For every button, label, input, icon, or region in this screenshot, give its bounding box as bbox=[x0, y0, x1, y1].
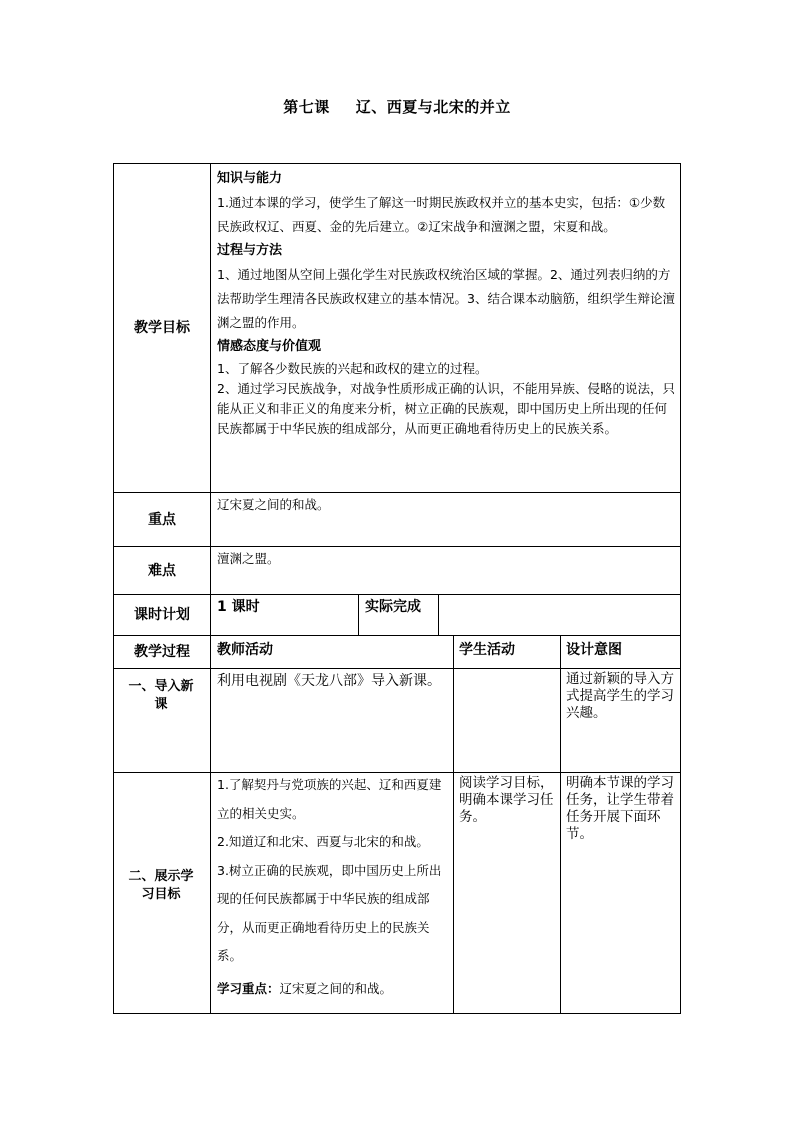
step-2-intent: 明确本节课的学习任务，让学生带着任务开展下面环节。 bbox=[566, 775, 674, 842]
step-2-focus-label: 学习重点： bbox=[217, 980, 280, 996]
step-2-focus-text: 辽宋夏之间的和战。 bbox=[279, 980, 393, 996]
objective-heading-knowledge: 知识与能力 bbox=[217, 171, 283, 186]
difficulty-label: 难点 bbox=[148, 562, 176, 579]
objective-heading-process: 过程与方法 bbox=[217, 243, 283, 258]
objective-text-emotion-2: 2、通过学习民族战争，对战争性质形成正确的认识，不能用异族、侵略的说法，只能从正义和非正义的角度来分析，树立正确的民族观，即中国历史上所出现的任何民族都属于中华民族的组成部分，从而更正确地看待历史上的民族关系。 bbox=[217, 381, 675, 436]
schedule-value: 1 课时 bbox=[217, 599, 260, 615]
step-2-item-3: 3.树立正确的民族观，即中国历史上所出现的任何民族都属于中华民族的组成部分，从而更正确地看待历史上的民族关系。 bbox=[217, 862, 442, 963]
objective-text-process: 1、通过地图从空间上强化学生对民族政权统治区域的掌握。2、通过列表归纳的方法帮助学生理清各民族政权建立的基本情况。3、结合课本动脑筋，组织学生辩论澶渊之盟的作用。 bbox=[217, 267, 675, 330]
objectives-label: 教学目标 bbox=[134, 320, 190, 336]
actual-completion-label: 实际完成 bbox=[365, 599, 421, 615]
step-1-teacher: 利用电视剧《天龙八部》导入新课。 bbox=[217, 673, 441, 689]
lesson-topic: 辽、西夏与北宋的并立 bbox=[355, 98, 511, 116]
lesson-number: 第七课 bbox=[283, 98, 330, 116]
schedule-label: 课时计划 bbox=[134, 607, 190, 623]
objective-text-knowledge: 1.通过本课的学习，使学生了解这一时期民族政权并立的基本史实，包括：①少数民族政权辽、西夏、金的先后建立。②辽宋战争和澶渊之盟，宋夏和战。 bbox=[217, 195, 666, 234]
step-1-intent: 通过新颖的导入方式提高学生的学习兴趣。 bbox=[566, 671, 674, 721]
objective-heading-emotion: 情感态度与价值观 bbox=[217, 339, 322, 354]
step-2-item-1: 1.了解契丹与党项族的兴起、辽和西夏建立的相关史实。 bbox=[217, 777, 442, 821]
process-header-intent: 设计意图 bbox=[566, 642, 622, 658]
key-point-label: 重点 bbox=[148, 511, 176, 528]
step-2-item-2: 2.知道辽和北宋、西夏与北宋的和战。 bbox=[217, 834, 429, 849]
process-header-stage: 教学过程 bbox=[134, 644, 190, 660]
lesson-plan-table bbox=[113, 163, 681, 1014]
process-header-teacher: 教师活动 bbox=[217, 642, 273, 658]
step-2-label: 二、展示学习目标 bbox=[128, 869, 194, 902]
step-2-teacher bbox=[217, 771, 449, 1003]
step-2-student: 阅读学习目标，明确本课学习任务。 bbox=[459, 775, 554, 825]
key-point-text: 辽宋夏之间的和战。 bbox=[217, 497, 330, 512]
process-header-student: 学生活动 bbox=[459, 642, 515, 658]
step-1-label: 一、导入新课 bbox=[128, 679, 194, 712]
objective-text-emotion-1: 1、了解各少数民族的兴起和政权的建立的过程。 bbox=[217, 361, 488, 376]
difficulty-text: 澶渊之盟。 bbox=[217, 551, 280, 566]
objectives-content bbox=[217, 167, 675, 439]
page-title bbox=[0, 96, 794, 117]
